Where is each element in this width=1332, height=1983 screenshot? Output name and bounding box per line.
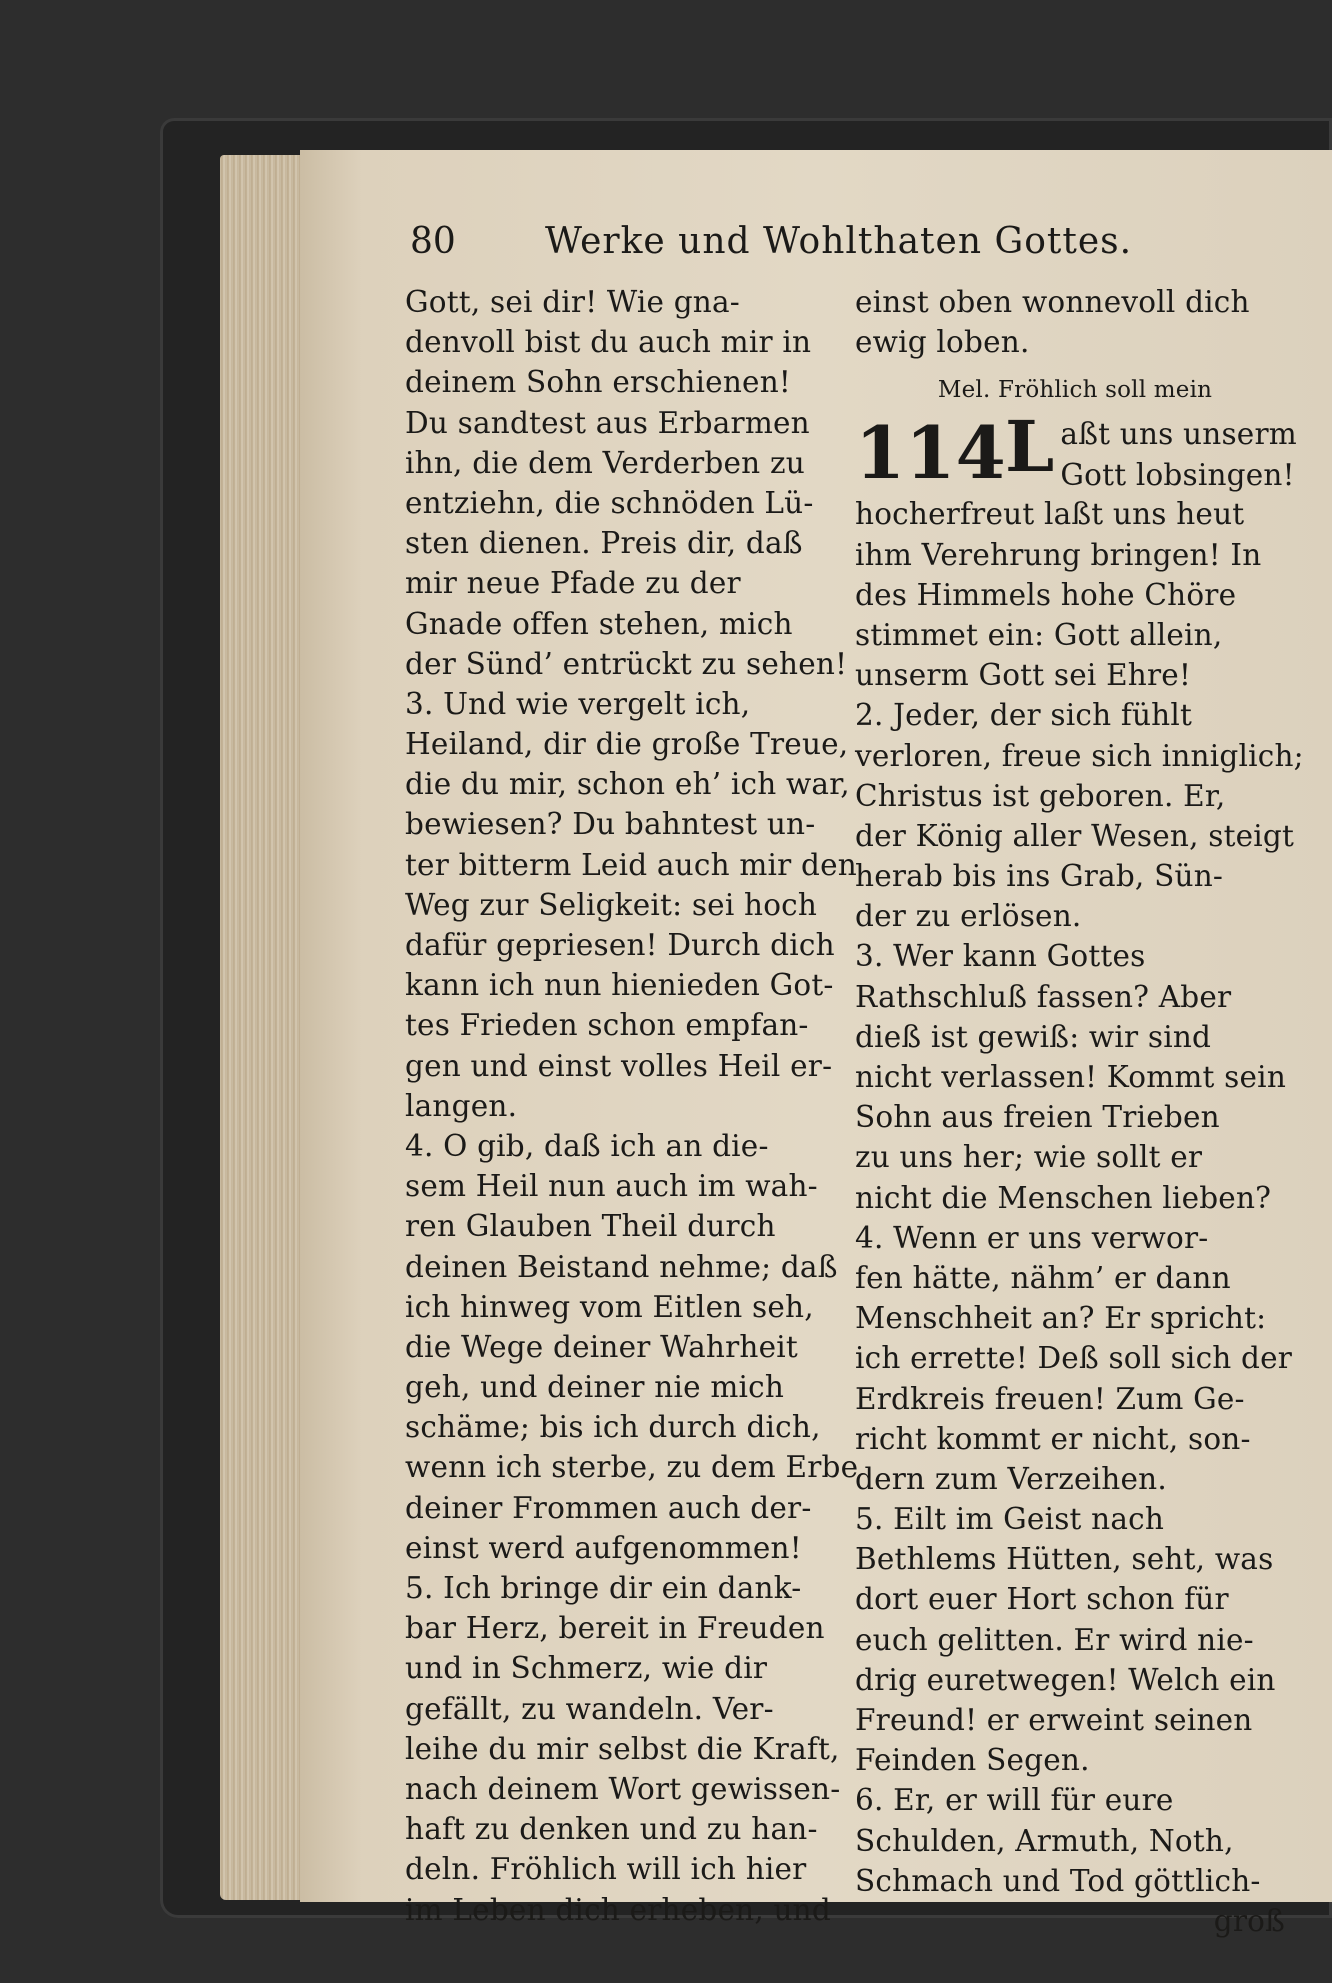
text-line: leihe du mir selbst die Kraft,	[405, 1731, 840, 1766]
text-line: Gnade offen stehen, mich	[405, 606, 793, 641]
text-line: richt kommt er nicht, son-	[855, 1421, 1251, 1456]
text-line: wenn ich sterbe, zu dem Erbe	[405, 1450, 859, 1485]
text-line: euch gelitten. Er wird nie-	[855, 1622, 1254, 1657]
text-line: sten dienen. Preis dir, daß	[405, 526, 803, 561]
text-line: gefällt, zu wandeln. Ver-	[405, 1691, 774, 1726]
melody-note: Mel. Fröhlich soll mein	[937, 377, 1213, 404]
text-line: dafür gepriesen! Durch dich	[405, 928, 835, 962]
text-line: tes Frieden schon empfan-	[405, 1008, 809, 1043]
hymn-heading	[855, 405, 1297, 496]
text-line: unserm Gott sei Ehre!	[855, 658, 1192, 693]
text-line: aßt uns unserm	[1060, 417, 1297, 452]
text-line: drig euretwegen! Welch ein	[855, 1662, 1276, 1697]
text-line: nicht verlassen! Kommt sein	[855, 1060, 1287, 1094]
book-page	[300, 150, 1332, 1938]
left-column	[405, 282, 859, 1930]
text-line: nach deinem Wort gewissen-	[405, 1771, 841, 1806]
text-line: im Leben dich erheben, und	[405, 1892, 831, 1927]
text-line: bar Herz, bereit in Freuden	[405, 1611, 825, 1646]
page-edges	[220, 155, 300, 1900]
text-line: dern zum Verzeihen.	[855, 1461, 1167, 1496]
verse-start: 5. Ich bringe dir ein dank-	[405, 1571, 802, 1605]
text-line: denvoll bist du auch mir in	[405, 325, 812, 360]
text-line: und in Schmerz, wie dir	[405, 1651, 768, 1686]
text-line: Weg zur Seligkeit: sei hoch	[405, 887, 818, 922]
text-line: der zu erlösen.	[855, 899, 1082, 934]
page-number: 80	[410, 221, 456, 262]
verse-start: 3. Wer kann Gottes	[855, 939, 1146, 974]
text-line: sem Heil nun auch im wah-	[405, 1169, 818, 1204]
right-column	[855, 282, 1304, 1941]
text-line: dieß ist gewiß: wir sind	[855, 1019, 1212, 1054]
text-line: die du mir, schon eh’ ich war,	[405, 767, 850, 802]
text-line: Rathschluß fassen? Aber	[855, 979, 1232, 1014]
text-line: bewiesen? Du bahntest un-	[405, 807, 816, 842]
text-line: Schmach und Tod göttlich-	[855, 1863, 1261, 1898]
verse-start: 6. Er, er will für eure	[855, 1783, 1174, 1818]
text-line: deln. Fröhlich will ich hier	[405, 1852, 807, 1887]
text-line: der Sünd’ entrückt zu sehen!	[405, 646, 848, 681]
text-line: hocherfreut laßt uns heut	[855, 497, 1245, 532]
text-line: langen.	[405, 1088, 518, 1123]
text-line: Heiland, dir die große Treue,	[405, 727, 849, 762]
text-line: deinem Sohn erschienen!	[405, 365, 791, 400]
verse-start: 2. Jeder, der sich fühlt	[855, 698, 1193, 733]
text-line: geh, und deiner nie mich	[405, 1370, 785, 1405]
drop-cap: L	[1005, 405, 1055, 489]
text-line: Gott lobsingen!	[1060, 457, 1295, 492]
text-line: kann ich nun hienieden Got-	[405, 968, 834, 1003]
hymn-number: 114	[855, 410, 1006, 496]
text-line: Bethlems Hütten, seht, was	[855, 1542, 1274, 1577]
text-line: ter bitterm Leid auch mir den	[405, 847, 857, 882]
text-line: Sohn aus freien Trieben	[855, 1100, 1220, 1135]
text-line: ich errette! Deß soll sich der	[855, 1341, 1293, 1376]
text-line: verloren, freue sich inniglich;	[855, 738, 1304, 773]
text-line: ren Glauben Theil durch	[405, 1209, 776, 1244]
text-line: fen hätte, nähm’ er dann	[855, 1260, 1231, 1295]
text-line: ich hinweg vom Eitlen seh,	[405, 1289, 814, 1324]
text-line: herab bis ins Grab, Sün-	[855, 859, 1224, 894]
text-line: Schulden, Armuth, Noth,	[855, 1823, 1234, 1858]
text-line: deinen Beistand nehme; daß	[405, 1249, 838, 1284]
text-line: schäme; bis ich durch dich,	[405, 1410, 821, 1445]
text-line: Gott, sei dir! Wie gna-	[405, 285, 740, 319]
text-line: Christus ist geboren. Er,	[855, 778, 1226, 813]
text-line: gen und einst volles Heil er-	[405, 1048, 833, 1083]
text-line: dort euer Hort schon für	[855, 1582, 1229, 1617]
text-line: stimmet ein: Gott allein,	[855, 617, 1223, 652]
text-line: ihn, die dem Verderben zu	[405, 445, 805, 480]
text-line: ewig loben.	[855, 325, 1030, 360]
text-line: Feinden Segen.	[855, 1743, 1090, 1778]
text-line: der König aller Wesen, steigt	[855, 818, 1295, 853]
verse-start: 4. Wenn er uns verwor-	[855, 1220, 1209, 1255]
running-title: Werke und Wohlthaten Gottes.	[545, 221, 1133, 262]
page-header	[410, 212, 1230, 272]
hymn-first-lines	[1005, 405, 1297, 494]
text-line: Erdkreis freuen! Zum Ge-	[855, 1381, 1245, 1416]
verse-start: 3. Und wie vergelt ich,	[405, 686, 751, 721]
text-line: einst oben wonnevoll dich	[855, 285, 1250, 319]
text-line: nicht die Menschen lieben?	[855, 1180, 1272, 1215]
verse-start: 5. Eilt im Geist nach	[855, 1502, 1165, 1537]
text-line: entziehn, die schnöden Lü-	[405, 485, 814, 520]
text-line: einst werd aufgenommen!	[405, 1530, 802, 1565]
text-line: des Himmels hohe Chöre	[855, 577, 1237, 612]
text-line: zu uns her; wie sollt er	[855, 1140, 1203, 1175]
text-line: die Wege deiner Wahrheit	[405, 1329, 798, 1364]
text-line: deiner Frommen auch der-	[405, 1490, 812, 1525]
text-line: haft zu denken und zu han-	[405, 1812, 818, 1847]
text-line: Freund! er erweint seinen	[855, 1703, 1253, 1737]
catchword: groß	[1213, 1903, 1285, 1938]
text-line: mir neue Pfade zu der	[405, 566, 741, 601]
text-line: Menschheit an? Er spricht:	[855, 1301, 1267, 1336]
text-line: ihm Verehrung bringen! In	[855, 537, 1262, 572]
text-line: Du sandtest aus Erbarmen	[405, 405, 810, 440]
verse-start: 4. O gib, daß ich an die-	[405, 1128, 769, 1163]
